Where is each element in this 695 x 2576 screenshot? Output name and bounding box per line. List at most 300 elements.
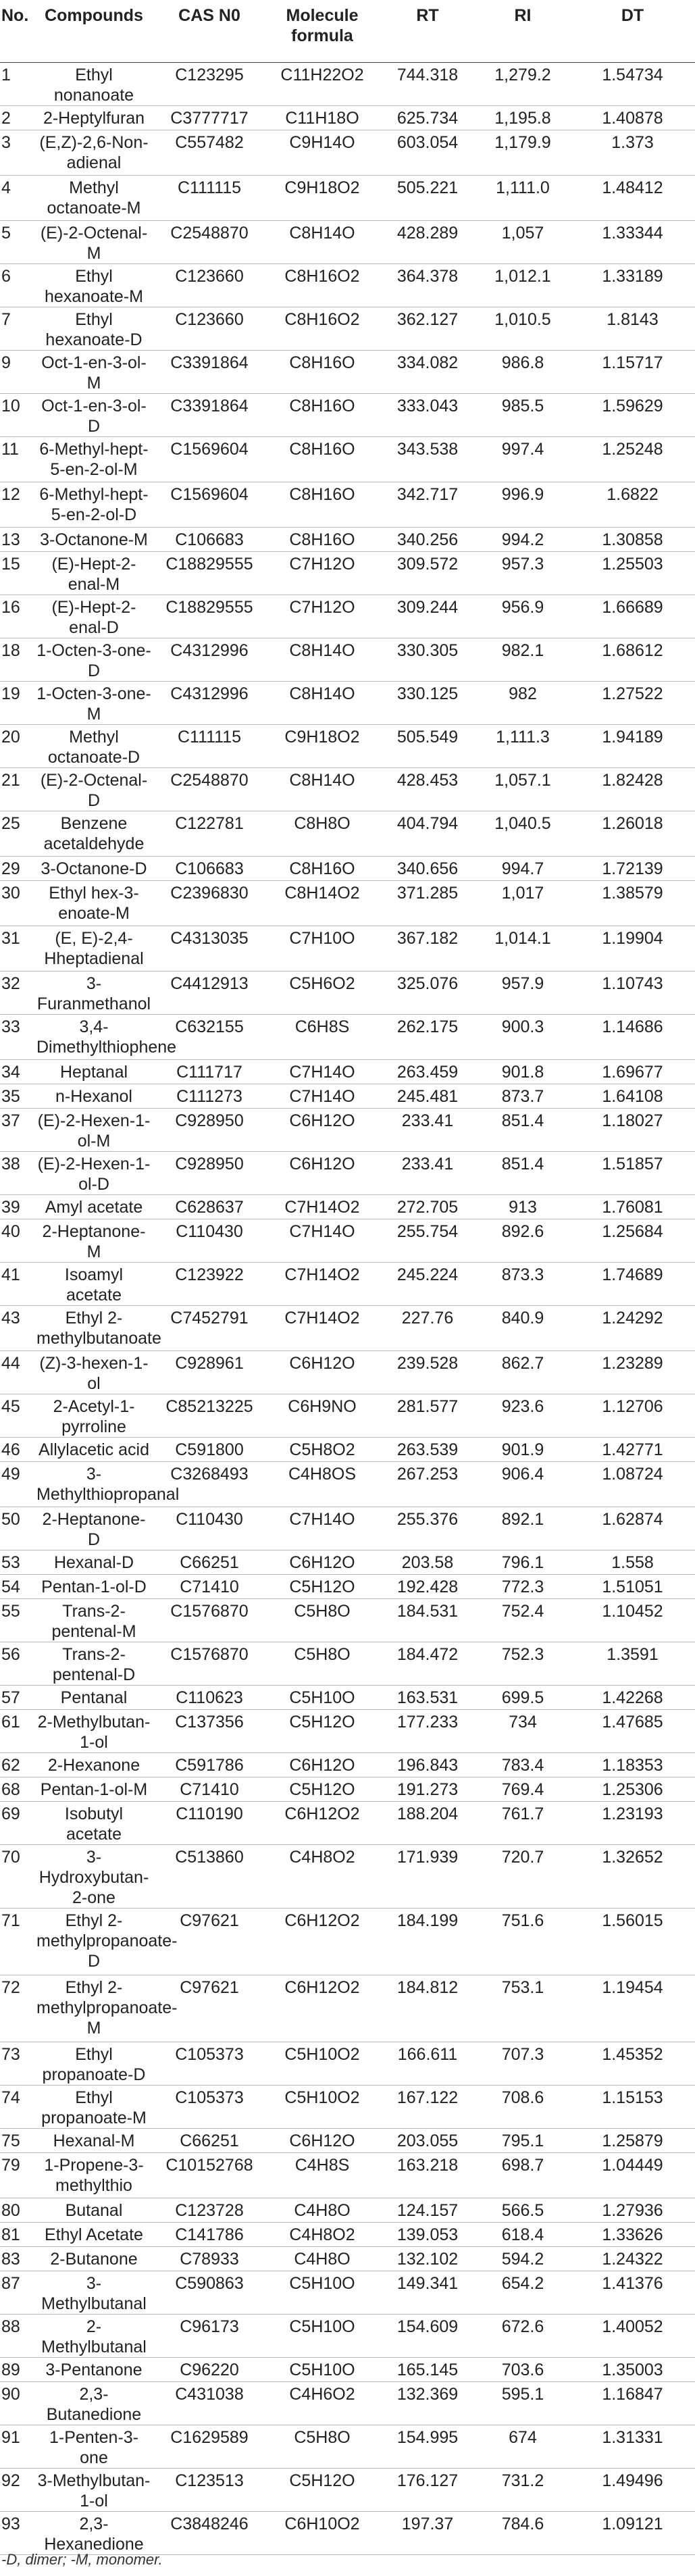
cell-formula: C8H14O	[265, 682, 380, 725]
cell-cas: C7452791	[154, 1306, 265, 1351]
cell-compound: Allylacetic acid	[34, 1438, 154, 1462]
cell-cas: C928950	[154, 1152, 265, 1195]
cell-ri: 901.8	[475, 1060, 570, 1084]
cell-no: 46	[0, 1438, 34, 1462]
cell-formula: C11H22O2	[265, 63, 380, 106]
cell-ri: 862.7	[475, 1351, 570, 1394]
cell-dt: 1.09121	[570, 2512, 695, 2555]
cell-dt: 1.51857	[570, 1152, 695, 1195]
cell-no: 56	[0, 1642, 34, 1686]
cell-compound: 3-Methylthiopropanal	[34, 1462, 154, 1507]
cell-compound: Ethyl 2-methylpropanoate-M	[34, 1975, 154, 2042]
cell-compound: Ethyl propanoate-D	[34, 2042, 154, 2086]
cell-formula: C5H8O	[265, 1599, 380, 1642]
cell-no: 33	[0, 1015, 34, 1060]
cell-compound: Ethyl hex-3-enoate-M	[34, 881, 154, 926]
cell-dt: 1.10743	[570, 971, 695, 1015]
cell-dt: 1.47685	[570, 1710, 695, 1753]
cell-dt: 1.38579	[570, 881, 695, 926]
cell-rt: 165.145	[380, 2358, 475, 2382]
cell-rt: 239.528	[380, 1351, 475, 1394]
cell-dt: 1.6822	[570, 482, 695, 528]
cell-rt: 744.318	[380, 63, 475, 106]
cell-rt: 227.76	[380, 1306, 475, 1351]
cell-compound: Trans-2-pentenal-M	[34, 1599, 154, 1642]
cell-dt: 1.33189	[570, 264, 695, 307]
cell-cas: C123660	[154, 307, 265, 351]
table-row	[0, 2358, 695, 2382]
table-row	[0, 2198, 695, 2223]
cell-ri: 1,179.9	[475, 130, 570, 176]
cell-formula: C6H12O	[265, 1550, 380, 1575]
cell-compound: 1-Octen-3-one-M	[34, 682, 154, 725]
table-row	[0, 1060, 695, 1084]
cell-no: 68	[0, 1777, 34, 1802]
cell-ri: 906.4	[475, 1462, 570, 1507]
cell-no: 43	[0, 1306, 34, 1351]
table-row	[0, 1109, 695, 1152]
cell-compound: (E)-2-Hexen-1-ol-M	[34, 1109, 154, 1152]
cell-formula: C5H12O	[265, 1777, 380, 1802]
cell-no: 53	[0, 1550, 34, 1575]
cell-no: 80	[0, 2198, 34, 2223]
table-row	[0, 1351, 695, 1394]
cell-dt: 1.32652	[570, 1845, 695, 1909]
cell-rt: 334.082	[380, 351, 475, 394]
cell-compound: Ethyl 2-methylpropanoate-D	[34, 1909, 154, 1975]
cell-formula: C6H12O	[265, 1351, 380, 1394]
cell-no: 4	[0, 176, 34, 221]
cell-rt: 163.531	[380, 1686, 475, 1710]
cell-formula: C8H8O	[265, 811, 380, 857]
cell-formula: C4H6O2	[265, 2382, 380, 2425]
cell-formula: C7H14O	[265, 1507, 380, 1550]
cell-compound: (Z)-3-hexen-1-ol	[34, 1351, 154, 1394]
cell-formula: C8H16O	[265, 437, 380, 482]
cell-rt: 171.939	[380, 1845, 475, 1909]
cell-cas: C123513	[154, 2469, 265, 2512]
cell-cas: C137356	[154, 1710, 265, 1753]
cell-compound: Trans-2-pentenal-D	[34, 1642, 154, 1686]
cell-dt: 1.373	[570, 130, 695, 176]
cell-compound: 2-Heptylfuran	[34, 106, 154, 130]
cell-cas: C557482	[154, 130, 265, 176]
cell-ri: 751.6	[475, 1909, 570, 1975]
cell-compound: Ethyl propanoate-M	[34, 2086, 154, 2129]
cell-formula: C5H10O	[265, 1686, 380, 1710]
cell-no: 20	[0, 725, 34, 768]
cell-rt: 255.754	[380, 1219, 475, 1263]
cell-formula: C4H8O	[265, 2198, 380, 2223]
cell-ri: 892.6	[475, 1219, 570, 1263]
cell-ri: 923.6	[475, 1394, 570, 1438]
cell-ri: 1,279.2	[475, 63, 570, 106]
header-row	[0, 0, 695, 63]
cell-rt: 404.794	[380, 811, 475, 857]
cell-no: 92	[0, 2469, 34, 2512]
table-row	[0, 1507, 695, 1550]
cell-compound: Ethyl hexanoate-D	[34, 307, 154, 351]
cell-no: 30	[0, 881, 34, 926]
table-row	[0, 63, 695, 106]
table-body	[0, 63, 695, 2555]
cell-cas: C106683	[154, 857, 265, 881]
cell-no: 73	[0, 2042, 34, 2086]
cell-compound: (E,Z)-2,6-Non-adienal	[34, 130, 154, 176]
cell-ri: 913	[475, 1195, 570, 1219]
cell-ri: 985.5	[475, 394, 570, 437]
cell-rt: 184.199	[380, 1909, 475, 1975]
cell-ri: 873.3	[475, 1263, 570, 1306]
cell-cas: C1569604	[154, 482, 265, 528]
cell-compound: Heptanal	[34, 1060, 154, 1084]
cell-ri: 982	[475, 682, 570, 725]
cell-ri: 566.5	[475, 2198, 570, 2223]
cell-dt: 1.64108	[570, 1084, 695, 1109]
table-row	[0, 1306, 695, 1351]
cell-compound: Hexanal-M	[34, 2129, 154, 2153]
cell-dt: 1.76081	[570, 1195, 695, 1219]
cell-cas: C590863	[154, 2271, 265, 2315]
cell-ri: 956.9	[475, 595, 570, 638]
cell-no: 62	[0, 1753, 34, 1777]
header-compounds: Compounds	[34, 0, 154, 63]
cell-rt: 177.233	[380, 1710, 475, 1753]
cell-ri: 957.3	[475, 552, 570, 595]
cell-rt: 184.472	[380, 1642, 475, 1686]
cell-cas: C111115	[154, 176, 265, 221]
cell-rt: 132.369	[380, 2382, 475, 2425]
cell-rt: 364.378	[380, 264, 475, 307]
cell-no: 39	[0, 1195, 34, 1219]
cell-ri: 994.7	[475, 857, 570, 881]
table-row	[0, 2271, 695, 2315]
cell-cas: C591800	[154, 1438, 265, 1462]
cell-formula: C8H14O	[265, 768, 380, 811]
table-row	[0, 1642, 695, 1686]
cell-dt: 1.3591	[570, 1642, 695, 1686]
table-row	[0, 1909, 695, 1975]
cell-no: 9	[0, 351, 34, 394]
table-row	[0, 971, 695, 1015]
table-row	[0, 1084, 695, 1109]
cell-no: 41	[0, 1263, 34, 1306]
cell-dt: 1.18027	[570, 1109, 695, 1152]
cell-no: 57	[0, 1686, 34, 1710]
header-dt: DT	[570, 0, 695, 63]
table-row	[0, 482, 695, 528]
cell-ri: 892.1	[475, 1507, 570, 1550]
cell-dt: 1.48412	[570, 176, 695, 221]
cell-dt: 1.27522	[570, 682, 695, 725]
cell-formula: C7H12O	[265, 595, 380, 638]
cell-cas: C110430	[154, 1507, 265, 1550]
cell-formula: C8H16O	[265, 394, 380, 437]
table-row	[0, 1845, 695, 1909]
cell-cas: C4313035	[154, 926, 265, 971]
cell-rt: 188.204	[380, 1802, 475, 1845]
cell-dt: 1.49496	[570, 2469, 695, 2512]
cell-cas: C4412913	[154, 971, 265, 1015]
cell-formula: C4H8O	[265, 2247, 380, 2271]
cell-no: 29	[0, 857, 34, 881]
cell-compound: 6-Methyl-hept-5-en-2-ol-D	[34, 482, 154, 528]
cell-cas: C3777717	[154, 106, 265, 130]
cell-cas: C928961	[154, 1351, 265, 1394]
cell-dt: 1.15717	[570, 351, 695, 394]
cell-ri: 753.1	[475, 1975, 570, 2042]
cell-ri: 796.1	[475, 1550, 570, 1575]
cell-compound: Ethyl Acetate	[34, 2223, 154, 2247]
table-row	[0, 1195, 695, 1219]
cell-formula: C6H12O	[265, 1109, 380, 1152]
cell-cas: C3268493	[154, 1462, 265, 1507]
cell-dt: 1.15153	[570, 2086, 695, 2129]
cell-cas: C110190	[154, 1802, 265, 1845]
cell-rt: 267.253	[380, 1462, 475, 1507]
table-row	[0, 595, 695, 638]
cell-formula: C8H16O	[265, 482, 380, 528]
cell-no: 70	[0, 1845, 34, 1909]
cell-rt: 343.538	[380, 437, 475, 482]
table-row	[0, 2042, 695, 2086]
table-row	[0, 2247, 695, 2271]
cell-formula: C5H12O	[265, 2469, 380, 2512]
cell-cas: C97621	[154, 1909, 265, 1975]
table-row	[0, 926, 695, 971]
cell-formula: C7H10O	[265, 926, 380, 971]
cell-no: 89	[0, 2358, 34, 2382]
cell-dt: 1.40052	[570, 2315, 695, 2358]
table-row	[0, 351, 695, 394]
cell-ri: 618.4	[475, 2223, 570, 2247]
cell-rt: 342.717	[380, 482, 475, 528]
table-row	[0, 1015, 695, 1060]
cell-cas: C111115	[154, 725, 265, 768]
cell-dt: 1.94189	[570, 725, 695, 768]
cell-ri: 772.3	[475, 1575, 570, 1599]
cell-compound: Oct-1-en-3-ol-D	[34, 394, 154, 437]
cell-compound: Methyl octanoate-D	[34, 725, 154, 768]
cell-ri: 720.7	[475, 1845, 570, 1909]
cell-no: 25	[0, 811, 34, 857]
cell-dt: 1.08724	[570, 1462, 695, 1507]
cell-rt: 281.577	[380, 1394, 475, 1438]
cell-rt: 325.076	[380, 971, 475, 1015]
cell-dt: 1.8143	[570, 307, 695, 351]
cell-cas: C4312996	[154, 638, 265, 682]
cell-ri: 594.2	[475, 2247, 570, 2271]
cell-compound: (E, E)-2,4-Hheptadienal	[34, 926, 154, 971]
cell-dt: 1.54734	[570, 63, 695, 106]
cell-ri: 900.3	[475, 1015, 570, 1060]
cell-no: 83	[0, 2247, 34, 2271]
cell-dt: 1.45352	[570, 2042, 695, 2086]
cell-cas: C2548870	[154, 768, 265, 811]
cell-ri: 708.6	[475, 2086, 570, 2129]
cell-compound: 1-Penten-3-one	[34, 2425, 154, 2469]
cell-compound: Ethyl hexanoate-M	[34, 264, 154, 307]
cell-compound: (E)-Hept-2-enal-D	[34, 595, 154, 638]
table-row	[0, 811, 695, 857]
cell-no: 54	[0, 1575, 34, 1599]
cell-no: 19	[0, 682, 34, 725]
cell-rt: 362.127	[380, 307, 475, 351]
cell-ri: 707.3	[475, 2042, 570, 2086]
table-row	[0, 1462, 695, 1507]
cell-formula: C4H8OS	[265, 1462, 380, 1507]
cell-dt: 1.19904	[570, 926, 695, 971]
table-row	[0, 2086, 695, 2129]
cell-cas: C1576870	[154, 1642, 265, 1686]
cell-formula: C7H14O	[265, 1219, 380, 1263]
cell-formula: C6H12O2	[265, 1909, 380, 1975]
cell-no: 81	[0, 2223, 34, 2247]
cell-formula: C6H12O	[265, 2129, 380, 2153]
cell-compound: (E)-2-Octenal-D	[34, 768, 154, 811]
cell-formula: C4H8O2	[265, 2223, 380, 2247]
cell-no: 31	[0, 926, 34, 971]
cell-cas: C111717	[154, 1060, 265, 1084]
cell-compound: 1-Octen-3-one-D	[34, 638, 154, 682]
cell-cas: C123728	[154, 2198, 265, 2223]
cell-cas: C96220	[154, 2358, 265, 2382]
cell-cas: C632155	[154, 1015, 265, 1060]
cell-compound: 2-Methylbutan-1-ol	[34, 1710, 154, 1753]
cell-ri: 752.4	[475, 1599, 570, 1642]
cell-cas: C3391864	[154, 394, 265, 437]
cell-rt: 309.572	[380, 552, 475, 595]
cell-cas: C928950	[154, 1109, 265, 1152]
table-row	[0, 857, 695, 881]
cell-rt: 245.224	[380, 1263, 475, 1306]
cell-compound: Amyl acetate	[34, 1195, 154, 1219]
table-row	[0, 2469, 695, 2512]
cell-compound: Isobutyl acetate	[34, 1802, 154, 1845]
cell-ri: 731.2	[475, 2469, 570, 2512]
cell-dt: 1.23289	[570, 1351, 695, 1394]
table-row	[0, 1975, 695, 2042]
cell-ri: 1,012.1	[475, 264, 570, 307]
cell-compound: 2,3-Hexanedione	[34, 2512, 154, 2555]
cell-compound: Ethyl nonanoate	[34, 63, 154, 106]
cell-compound: Methyl octanoate-M	[34, 176, 154, 221]
cell-no: 74	[0, 2086, 34, 2129]
cell-compound: Butanal	[34, 2198, 154, 2223]
cell-ri: 1,040.5	[475, 811, 570, 857]
cell-rt: 262.175	[380, 1015, 475, 1060]
cell-dt: 1.72139	[570, 857, 695, 881]
cell-rt: 149.341	[380, 2271, 475, 2315]
cell-ri: 795.1	[475, 2129, 570, 2153]
cell-dt: 1.10452	[570, 1599, 695, 1642]
cell-dt: 1.25879	[570, 2129, 695, 2153]
cell-no: 93	[0, 2512, 34, 2555]
cell-cas: C71410	[154, 1777, 265, 1802]
cell-formula: C8H16O	[265, 351, 380, 394]
cell-ri: 783.4	[475, 1753, 570, 1777]
cell-compound: Pentan-1-ol-M	[34, 1777, 154, 1802]
cell-ri: 982.1	[475, 638, 570, 682]
cell-cas: C2548870	[154, 221, 265, 264]
cell-cas: C513860	[154, 1845, 265, 1909]
cell-compound: 2-Acetyl-1-pyrroline	[34, 1394, 154, 1438]
table-row	[0, 682, 695, 725]
table-row	[0, 725, 695, 768]
cell-ri: 997.4	[475, 437, 570, 482]
cell-rt: 233.41	[380, 1109, 475, 1152]
table-row	[0, 130, 695, 176]
cell-formula: C6H8S	[265, 1015, 380, 1060]
cell-no: 3	[0, 130, 34, 176]
cell-compound: Hexanal-D	[34, 1550, 154, 1575]
cell-rt: 505.549	[380, 725, 475, 768]
cell-ri: 994.2	[475, 528, 570, 552]
cell-dt: 1.56015	[570, 1909, 695, 1975]
cell-compound: (E)-2-Octenal-M	[34, 221, 154, 264]
table-row	[0, 528, 695, 552]
cell-dt: 1.23193	[570, 1802, 695, 1845]
cell-rt: 272.705	[380, 1195, 475, 1219]
cell-no: 71	[0, 1909, 34, 1975]
cell-cas: C1569604	[154, 437, 265, 482]
cell-rt: 167.122	[380, 2086, 475, 2129]
table-row	[0, 437, 695, 482]
cell-rt: 203.58	[380, 1550, 475, 1575]
table-row	[0, 1777, 695, 1802]
cell-cas: C105373	[154, 2086, 265, 2129]
cell-rt: 340.656	[380, 857, 475, 881]
cell-formula: C5H10O	[265, 2358, 380, 2382]
cell-dt: 1.59629	[570, 394, 695, 437]
cell-compound: 3-Methylbutan-1-ol	[34, 2469, 154, 2512]
cell-rt: 184.531	[380, 1599, 475, 1642]
cell-rt: 367.182	[380, 926, 475, 971]
cell-dt: 1.51051	[570, 1575, 695, 1599]
cell-compound: (E)-Hept-2-enal-M	[34, 552, 154, 595]
cell-dt: 1.66689	[570, 595, 695, 638]
cell-formula: C5H8O	[265, 1642, 380, 1686]
cell-rt: 196.843	[380, 1753, 475, 1777]
cell-no: 15	[0, 552, 34, 595]
cell-rt: 154.995	[380, 2425, 475, 2469]
table-row	[0, 1686, 695, 1710]
cell-formula: C6H9NO	[265, 1394, 380, 1438]
cell-ri: 1,111.0	[475, 176, 570, 221]
cell-rt: 505.221	[380, 176, 475, 221]
cell-compound: 3-Methylbutanal	[34, 2271, 154, 2315]
cell-rt: 255.376	[380, 1507, 475, 1550]
cell-no: 50	[0, 1507, 34, 1550]
cell-ri: 734	[475, 1710, 570, 1753]
cell-formula: C7H14O2	[265, 1306, 380, 1351]
cell-cas: C66251	[154, 1550, 265, 1575]
cell-no: 11	[0, 437, 34, 482]
cell-ri: 699.5	[475, 1686, 570, 1710]
cell-ri: 769.4	[475, 1777, 570, 1802]
cell-dt: 1.62874	[570, 1507, 695, 1550]
cell-no: 61	[0, 1710, 34, 1753]
cell-rt: 625.734	[380, 106, 475, 130]
cell-ri: 996.9	[475, 482, 570, 528]
cell-formula: C8H16O	[265, 528, 380, 552]
cell-cas: C123922	[154, 1263, 265, 1306]
cell-rt: 330.305	[380, 638, 475, 682]
cell-cas: C122781	[154, 811, 265, 857]
cell-ri: 1,057.1	[475, 768, 570, 811]
table-header	[0, 0, 695, 63]
cell-ri: 851.4	[475, 1152, 570, 1195]
